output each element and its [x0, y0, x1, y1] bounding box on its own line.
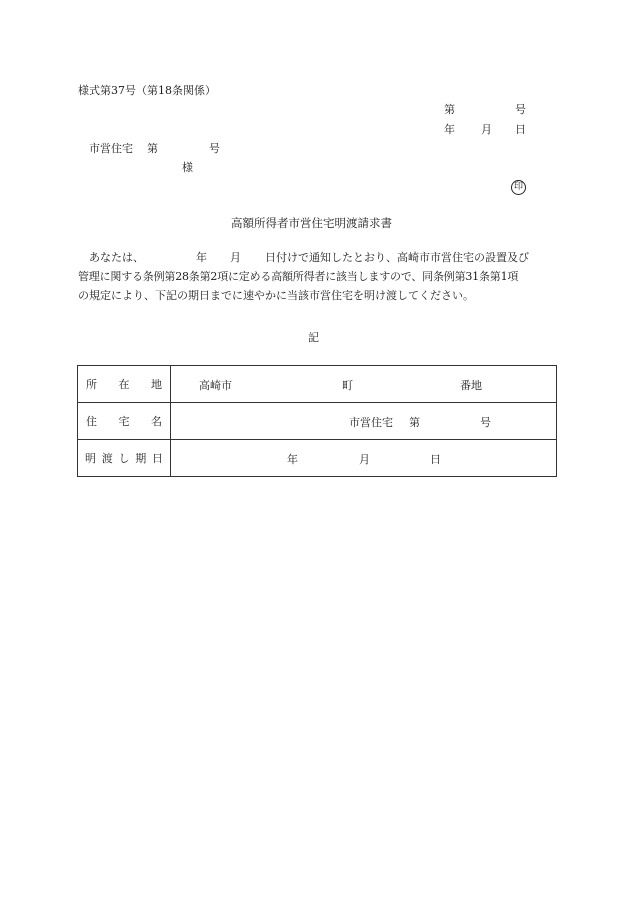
- table-row-location: [78, 366, 557, 403]
- seal-char: 印: [511, 180, 526, 195]
- vacate-label-char: 期: [135, 452, 147, 465]
- location-town: 町: [342, 379, 353, 392]
- housing-label-char: 名: [151, 415, 162, 428]
- housing-name-label: [78, 403, 171, 440]
- doc-number-dai: 第: [444, 103, 455, 116]
- seal-mark: [511, 179, 526, 195]
- body-line1-month: 月: [230, 251, 241, 264]
- date-day: 日: [515, 123, 526, 136]
- body-line1-a: あなたは、: [89, 251, 144, 264]
- table-row-vacate-date: [78, 440, 557, 477]
- location-label-char: 在: [118, 378, 130, 391]
- recipient-go: 号: [209, 142, 220, 155]
- vacate-month: 月: [359, 453, 370, 466]
- body-line1-year: 年: [196, 251, 207, 264]
- housing-prefix: 市営住宅: [349, 416, 393, 429]
- housing-label-char: 住: [86, 415, 97, 428]
- vacate-label-char: 日: [152, 452, 163, 465]
- location-label-char: 地: [151, 378, 162, 391]
- vacate-date-label: [78, 440, 171, 477]
- housing-label-char: 宅: [118, 415, 130, 428]
- vacate-day: 日: [430, 453, 441, 466]
- location-banchi: 番地: [460, 379, 482, 392]
- body-line1-rest: 日付けで通知したとおり、高崎市市営住宅の設置及び: [265, 251, 529, 264]
- ki-heading: 記: [308, 331, 319, 344]
- housing-go: 号: [480, 416, 491, 429]
- location-label: [78, 366, 171, 403]
- recipient-dai: 第: [147, 142, 158, 155]
- vacate-year: 年: [287, 453, 298, 466]
- doc-number-go: 号: [515, 103, 526, 116]
- body-paragraph: [78, 248, 558, 305]
- housing-dai: 第: [409, 416, 420, 429]
- table-row-housing-name: [78, 403, 557, 440]
- recipient-honorific: 様: [182, 161, 193, 174]
- form-number: 様式第37号（第18条関係）: [78, 84, 216, 97]
- vacate-date-value: [171, 440, 557, 477]
- location-city: 高崎市: [199, 379, 232, 392]
- body-line-2: 管理に関する条例第28条第2項に定める高額所得者に該当しますので、同条例第31条第1項: [78, 270, 519, 283]
- vacate-label-char: 明: [85, 452, 96, 465]
- recipient-prefix: 市営住宅: [89, 142, 133, 155]
- details-table: [77, 365, 557, 477]
- location-value: [171, 366, 557, 403]
- vacate-label-char: し: [118, 452, 130, 465]
- document-title: 高額所得者市営住宅明渡請求書: [231, 216, 392, 230]
- body-line-3: の規定により、下記の期日までに速やかに当該市営住宅を明け渡してください。: [78, 289, 474, 302]
- housing-name-value: [171, 403, 557, 440]
- vacate-label-char: 渡: [101, 452, 113, 465]
- date-year: 年: [444, 123, 455, 136]
- location-label-char: 所: [86, 378, 97, 391]
- body-line-1: [78, 248, 558, 267]
- date-month: 月: [481, 123, 492, 136]
